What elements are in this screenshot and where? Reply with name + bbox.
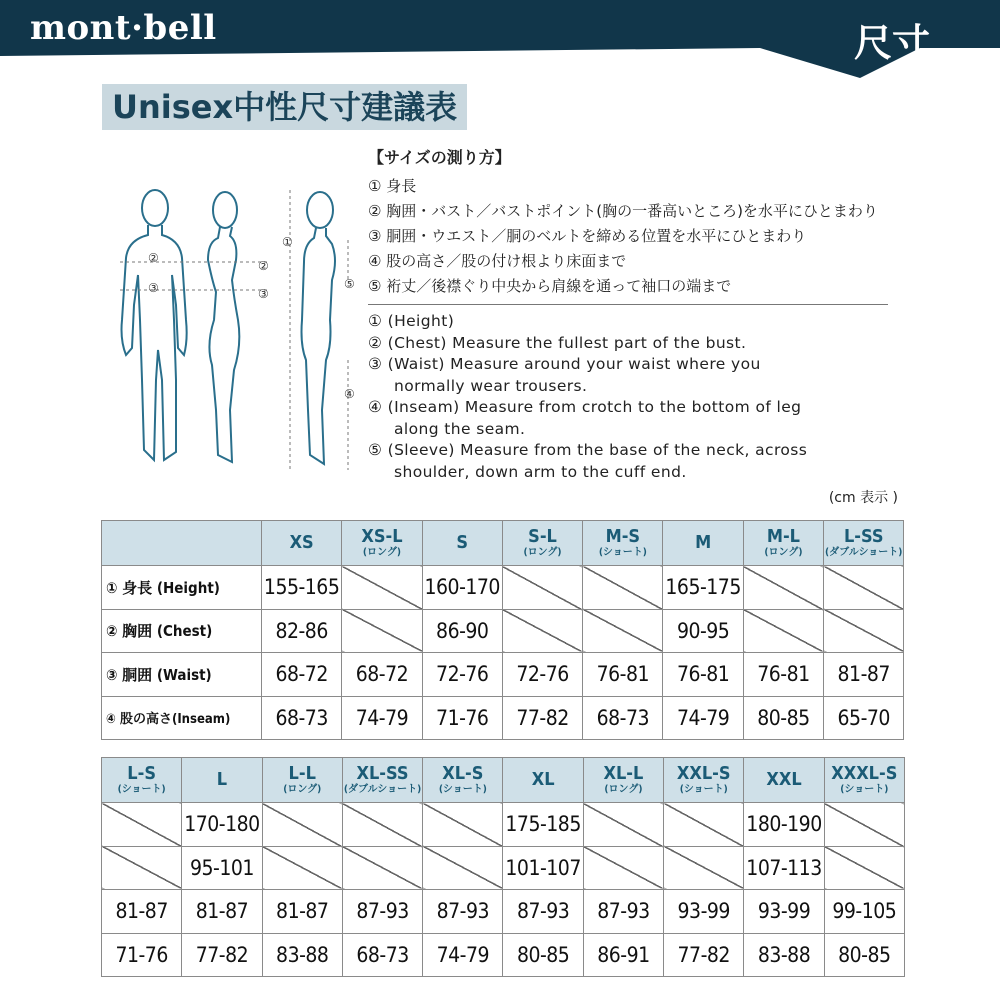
value-cell: 83-88 [262,933,342,977]
value-cell: 87-93 [503,890,583,934]
size-subname: (ダブルショート) [343,784,422,795]
size-header-cell [502,521,582,566]
row-label: ① 身長 (Height) [102,566,262,610]
guide-en-item: ③ (Waist) Measure around your waist where you [368,355,761,373]
body-measurement-figures [120,180,370,480]
size-subname: (ショート) [598,547,647,558]
empty-cell [664,803,744,847]
value-cell: 80-85 [503,933,583,977]
value-cell: 71-76 [422,696,502,740]
empty-cell [502,566,582,610]
size-header-cell [664,758,744,803]
size-subname: (ショート) [679,784,728,795]
value-cell: 76-81 [663,653,743,697]
size-name: XS-L [361,526,403,547]
value-cell: 81-87 [262,890,342,934]
row-label: ③ 胴囲 (Waist) [102,653,262,697]
table-row [102,566,904,610]
marker-2-side: ② [258,259,269,273]
size-name: M-S [605,526,641,547]
size-header-cell [503,758,583,803]
empty-cell [583,846,663,890]
table-header-row [102,758,905,803]
value-cell: 71-76 [102,933,182,977]
size-name: XXL [766,769,802,790]
value-cell: 87-93 [423,890,503,934]
guide-en-item: ④ (Inseam) Measure from crotch to the bottom of leg [368,398,802,416]
value-cell: 68-73 [342,933,422,977]
value-cell: 87-93 [583,890,663,934]
size-header-cell [422,521,502,566]
profile-figure [302,192,336,464]
guide-en-item: ⑤ (Sleeve) Measure from the base of the neck, across [368,441,808,459]
size-header-cell [423,758,503,803]
value-cell: 165-175 [663,566,743,610]
value-cell: 65-70 [824,696,904,740]
marker-5: ⑤ [344,277,355,291]
empty-cell [583,609,663,653]
side-figure [208,192,239,462]
size-name: M-L [766,526,801,547]
value-cell: 86-91 [583,933,663,977]
guide-title: 【サイズの測り方】 [368,148,511,167]
marker-4: ④ [344,387,355,401]
table-row [102,890,905,934]
size-header-cell [583,521,663,566]
empty-cell [502,609,582,653]
table-row [102,696,904,740]
size-header-cell [102,758,182,803]
value-cell: 81-87 [824,653,904,697]
value-cell: 99-105 [824,890,904,934]
empty-cell [342,803,422,847]
value-cell: 101-107 [503,846,583,890]
size-name: XL-L [603,763,644,784]
empty-cell [262,846,342,890]
size-name: XL [531,769,555,790]
table-row [102,803,905,847]
table-row [102,933,905,977]
empty-cell [583,803,663,847]
guide-jp-item: ③ 胴囲・ウエスト／胴のベルトを締める位置を水平にひとまわり [368,227,807,245]
unit-note: (cm 表示 ) [828,490,898,506]
row-label: ② 胸囲 (Chest) [102,609,262,653]
empty-cell [824,846,904,890]
value-cell: 83-88 [744,933,824,977]
value-cell: 77-82 [502,696,582,740]
value-cell: 93-99 [664,890,744,934]
brand-logo: mont·bell [30,8,217,48]
size-subname: (ショート) [438,784,487,795]
value-cell: 90-95 [663,609,743,653]
empty-cell [102,803,182,847]
value-cell: 95-101 [182,846,262,890]
size-name: XL-SS [356,763,409,784]
value-cell: 68-72 [262,653,342,697]
guide-jp-item: ② 胸囲・バスト／バストポイント(胸の一番高いところ)を水平にひとまわり [368,202,878,220]
size-header-cell [583,758,663,803]
value-cell: 107-113 [744,846,824,890]
guide-en-item: ② (Chest) Measure the fullest part of the bust. [368,333,747,352]
guide-jp-item: ④ 股の高さ／股の付け根より床面まで [368,252,627,270]
size-header-cell [182,758,262,803]
size-subname: (ダブルショート) [825,547,903,558]
marker-1: ① [282,235,293,249]
marker-3-side: ③ [258,287,269,301]
guide-en-item: normally wear trousers. [394,376,588,395]
size-name: S [456,532,469,553]
value-cell: 68-73 [583,696,663,740]
guide-divider [368,304,888,305]
table-header-row [102,521,904,566]
size-subname: (ショート) [117,784,166,795]
empty-cell [102,846,182,890]
table-row [102,653,904,697]
header-title: 尺寸 [853,21,930,65]
empty-cell [423,846,503,890]
size-table-2 [101,757,905,977]
value-cell: 87-93 [342,890,422,934]
size-name: L [216,769,228,790]
size-header-cell [342,758,422,803]
size-subname: (ロング) [604,784,643,795]
measurement-guide [368,145,908,483]
guide-en-item: ① (Height) [368,312,455,330]
value-cell: 68-73 [262,696,342,740]
size-name: XXL-S [676,763,731,784]
value-cell: 68-72 [342,653,422,697]
empty-cell [423,803,503,847]
value-cell: 74-79 [663,696,743,740]
value-cell: 81-87 [102,890,182,934]
size-name: XS [289,532,314,553]
value-cell: 155-165 [262,566,342,610]
guide-jp-item: ⑤ 裄丈／後襟ぐり中央から肩線を通って袖口の端まで [368,277,732,295]
size-name: M [695,532,712,553]
value-cell: 76-81 [583,653,663,697]
size-subname: (ロング) [523,547,562,558]
table-row [102,609,904,653]
value-cell: 77-82 [664,933,744,977]
guide-jp-item: ① 身長 [368,177,417,195]
size-subname: (ロング) [283,784,322,795]
empty-cell [824,609,904,653]
size-header-cell [342,521,422,566]
size-name: XL-S [442,763,484,784]
value-cell: 80-85 [743,696,823,740]
size-header-cell [663,521,743,566]
size-name: XXXL-S [831,763,898,784]
empty-cell [342,566,422,610]
size-header-cell [824,758,904,803]
row-label: ④ 股の高さ(Inseam) [102,696,262,740]
value-cell: 180-190 [744,803,824,847]
value-cell: 93-99 [744,890,824,934]
size-header-cell [743,521,823,566]
size-header-cell [262,521,342,566]
size-name: L-SS [843,526,884,547]
empty-cell [743,609,823,653]
empty-cell [583,566,663,610]
empty-cell [824,566,904,610]
value-cell: 77-82 [182,933,262,977]
value-cell: 160-170 [422,566,502,610]
size-subname: (ショート) [840,784,889,795]
value-cell: 72-76 [422,653,502,697]
empty-cell [342,609,422,653]
guide-en-list [368,311,908,483]
empty-cell [824,803,904,847]
empty-cell [664,846,744,890]
marker-3-front: ③ [148,281,159,295]
size-subname: (ロング) [362,547,401,558]
value-cell: 86-90 [422,609,502,653]
table-corner-cell [102,521,262,566]
size-name: S-L [528,526,557,547]
table-row [102,846,905,890]
size-header-cell [262,758,342,803]
value-cell: 80-85 [824,933,904,977]
value-cell: 81-87 [182,890,262,934]
guide-en-item: along the seam. [394,419,526,438]
size-header-cell [824,521,904,566]
value-cell: 175-185 [503,803,583,847]
value-cell: 82-86 [262,609,342,653]
value-cell: 74-79 [342,696,422,740]
value-cell: 170-180 [182,803,262,847]
value-cell: 76-81 [743,653,823,697]
front-figure [122,190,187,460]
guide-en-item: shoulder, down arm to the cuff end. [394,462,687,481]
size-table-1 [101,520,904,740]
marker-2-front: ② [148,251,159,265]
value-cell: 72-76 [502,653,582,697]
size-name: L-L [288,763,316,784]
guide-jp-list [368,174,908,299]
value-cell: 74-79 [423,933,503,977]
empty-cell [262,803,342,847]
size-header-cell [744,758,824,803]
empty-cell [342,846,422,890]
page-subtitle: Unisex中性尺寸建議表 [102,84,467,130]
empty-cell [743,566,823,610]
size-name: L-S [127,763,156,784]
size-subname: (ロング) [764,547,803,558]
